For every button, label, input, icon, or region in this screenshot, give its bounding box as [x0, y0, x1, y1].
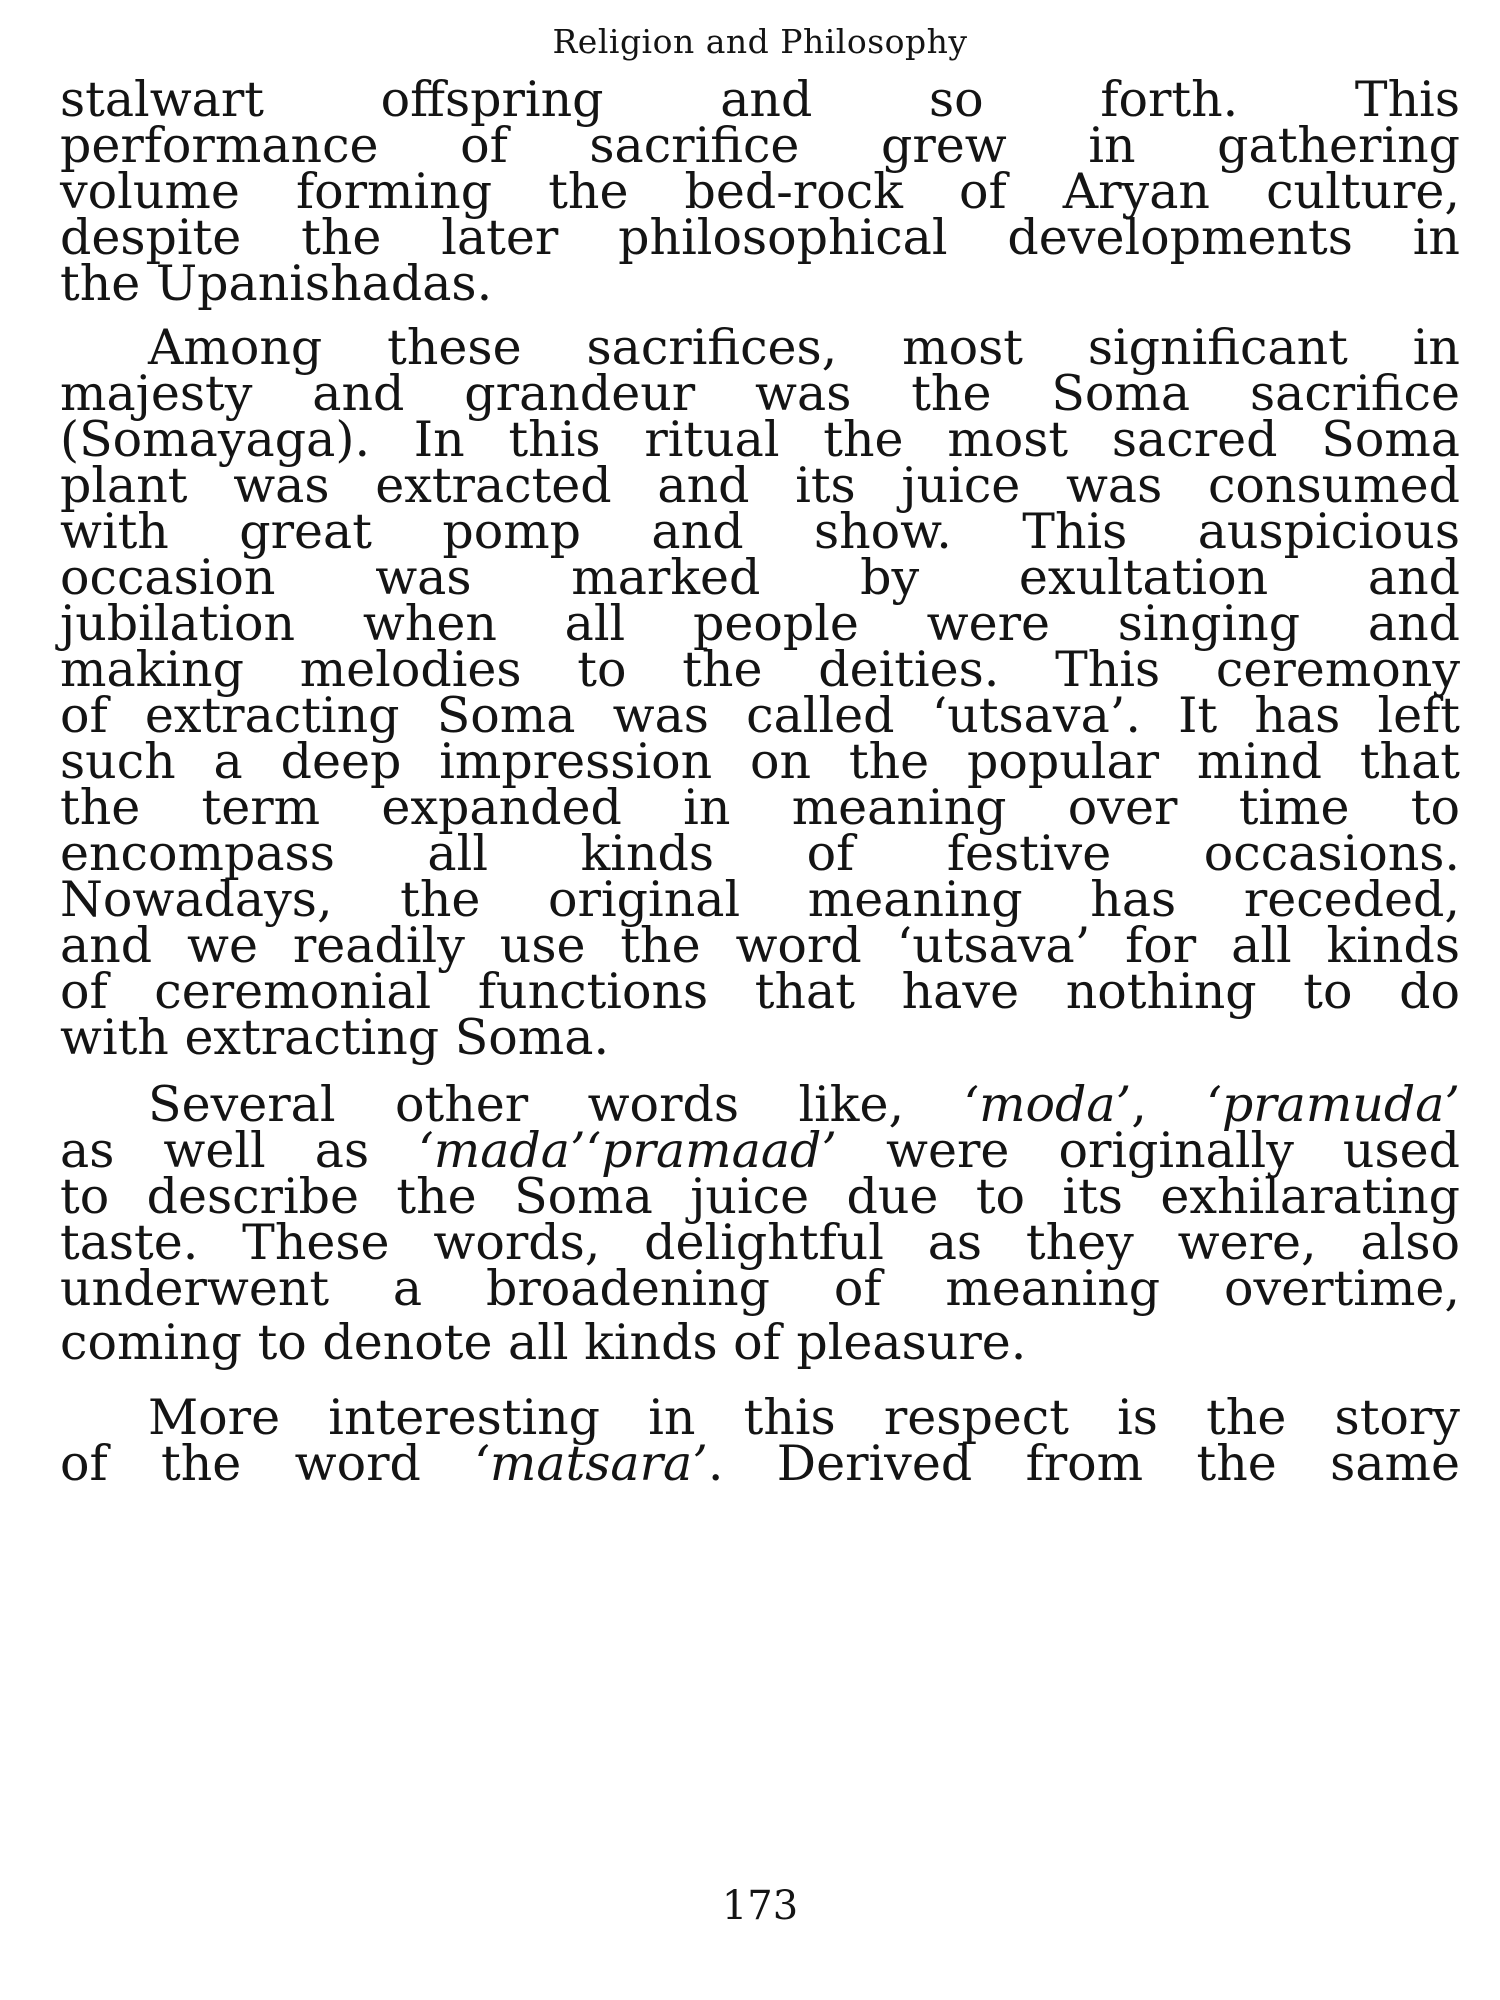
text-line: plant was extracted and its juice was consumed: [60, 457, 1460, 514]
page-number: 173: [721, 1883, 799, 1929]
text-line: taste. These words, delightful as they were, also: [60, 1214, 1460, 1271]
text-line: with extracting Soma.: [60, 1009, 610, 1066]
text-line: as well as ‘mada’‘pramaad’ were originally used: [60, 1122, 1461, 1179]
text-line: volume forming the bed-rock of Aryan culture,: [60, 163, 1460, 220]
text-line: despite the later philosophical developments in: [60, 209, 1460, 266]
text-line: jubilation when all people were singing and: [60, 595, 1460, 652]
text-line: making melodies to the deities. This ceremony: [60, 641, 1460, 698]
text-line: More interesting in this respect is the story: [148, 1389, 1460, 1446]
text-line: Nowadays, the original meaning has receded,: [60, 871, 1460, 928]
text-line: the Upanishadas.: [60, 255, 493, 312]
text-line: (Somayaga). In this ritual the most sacred Soma: [60, 411, 1460, 468]
text-line: of extracting Soma was called ‘utsava’. It has left: [60, 687, 1460, 744]
text-line: and we readily use the word ‘utsava’ for all kinds: [60, 917, 1460, 974]
text-line: performance of sacrifice grew in gathering: [60, 117, 1460, 174]
book-page: [60, 0, 1460, 2000]
text-line: occasion was marked by exultation and: [60, 549, 1460, 606]
text-line: majesty and grandeur was the Soma sacrifice: [60, 365, 1460, 422]
text-line: with great pomp and show. This auspicious: [60, 503, 1460, 560]
running-head: Religion and Philosophy: [552, 22, 968, 61]
text-line: of ceremonial functions that have nothing to do: [60, 963, 1460, 1020]
text-line: to describe the Soma juice due to its exhilarating: [60, 1168, 1460, 1225]
text-line: Several other words like, ‘moda’, ‘pramuda’: [148, 1076, 1461, 1133]
text-line: Among these sacrifices, most significant in: [148, 319, 1460, 376]
text-line: such a deep impression on the popular mind that: [60, 733, 1460, 790]
text-line: underwent a broadening of meaning overtime,: [60, 1260, 1460, 1317]
text-line: the term expanded in meaning over time to: [60, 779, 1460, 836]
text-line: encompass all kinds of festive occasions.: [60, 825, 1460, 882]
text-line: coming to denote all kinds of pleasure.: [60, 1314, 1027, 1371]
text-line: of the word ‘matsara’. Derived from the same: [60, 1435, 1461, 1492]
text-line: stalwart offspring and so forth. This: [60, 71, 1460, 128]
